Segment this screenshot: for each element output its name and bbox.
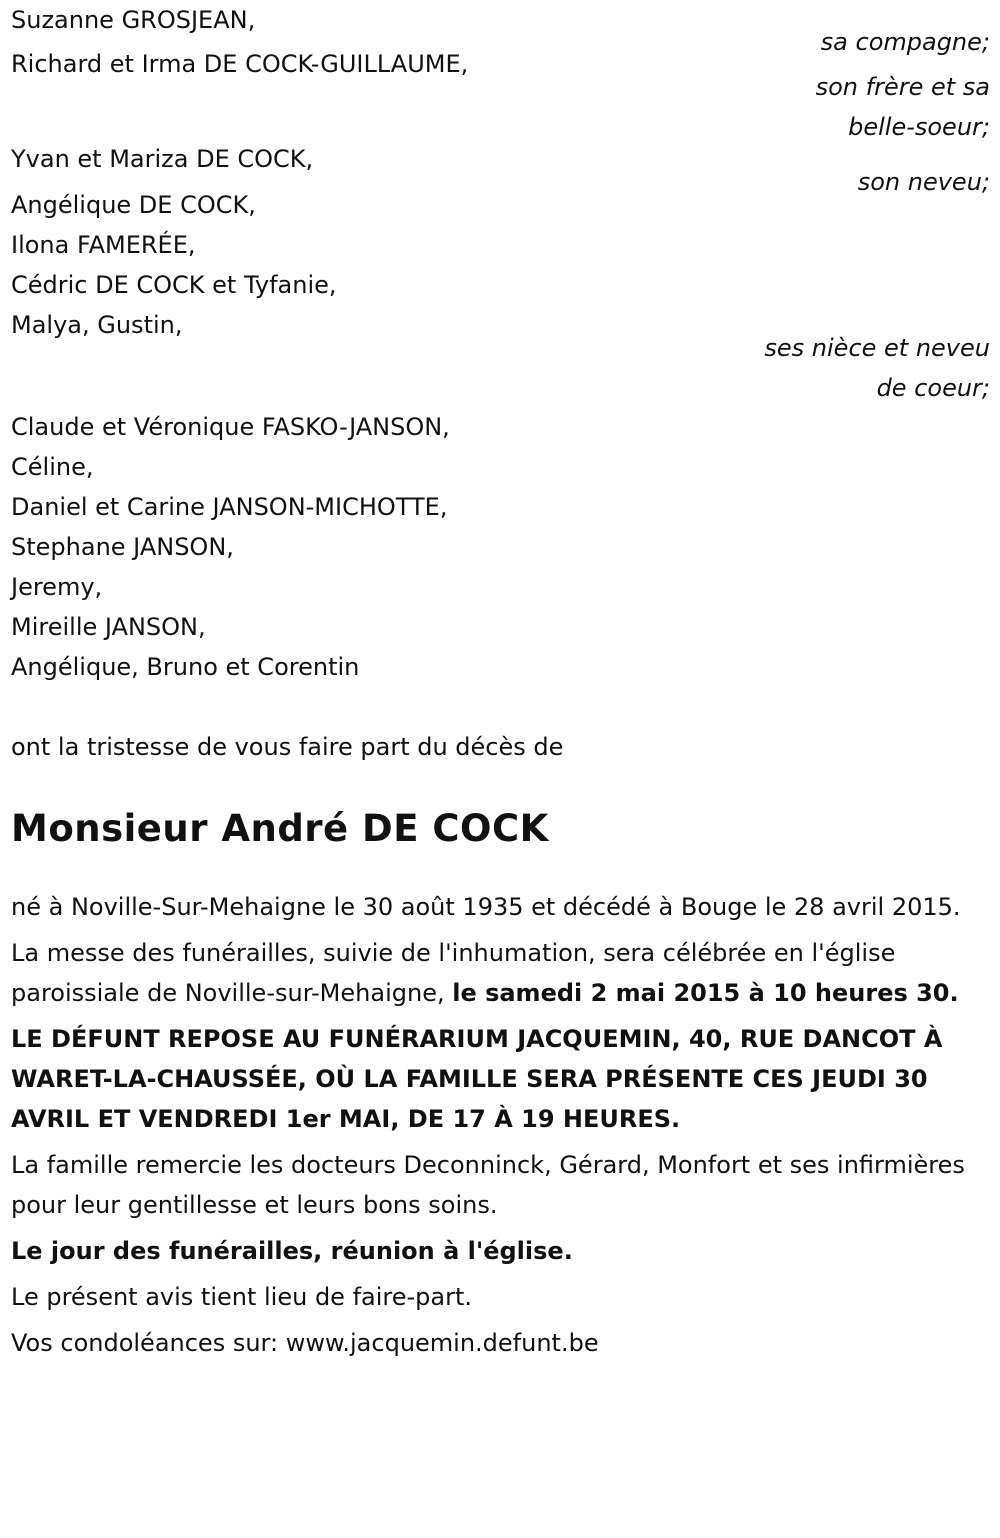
family-name-line: Angélique, Bruno et Corentin	[11, 653, 360, 681]
condolences-text: Vos condoléances sur: www.jacquemin.defunt.be	[11, 1329, 599, 1357]
family-relation: belle-soeur;	[848, 113, 990, 141]
family-relation: son frère et sa	[815, 73, 990, 101]
family-relation: son neveu;	[857, 168, 990, 196]
family-group	[11, 407, 990, 687]
mass-details: La messe des funérailles, suivie de l'inhumation, sera célébrée en l'église paroissiale de Noville-sur-Mehaigne,	[11, 939, 896, 1007]
family-name-line: Mireille JANSON,	[11, 613, 206, 641]
announcement-text: ont la tristesse de vous faire part du décès de	[11, 733, 564, 761]
funerarium-notice: LE DÉFUNT REPOSE AU FUNÉRARIUM JACQUEMIN, 40, RUE DANCOT À WARET-LA-CHAUSSÉE, OÙ LA FAMILLE SERA PRÉSENTE CES JEUDI 30 AVRIL ET VENDREDI 1er MAI, DE 17 À 19 HEURES.	[11, 1025, 943, 1133]
family-relation: sa compagne;	[820, 28, 990, 56]
deceased-name: Monsieur André DE COCK	[11, 807, 549, 850]
family-name-line: Richard et Irma DE COCK-GUILLAUME,	[11, 50, 469, 78]
family-name-line: Suzanne GROSJEAN,	[11, 6, 256, 34]
meeting-text: Le jour des funérailles, réunion à l'église.	[11, 1237, 573, 1265]
family-name-line: Daniel et Carine JANSON-MICHOTTE,	[11, 493, 448, 521]
family-name-line: Claude et Véronique FASKO-JANSON,	[11, 413, 450, 441]
family-name-line: Stephane JANSON,	[11, 533, 234, 561]
family-name-line: Malya, Gustin,	[11, 311, 183, 339]
family-relation: de coeur;	[876, 374, 990, 402]
family-name-line: Ilona FAMERÉE,	[11, 231, 196, 259]
birth-death-text: né à Noville-Sur-Mehaigne le 30 août 1935 et décédé à Bouge le 28 avril 2015.	[11, 893, 961, 921]
family-name-line: Angélique DE COCK,	[11, 191, 256, 219]
family-name-line: Céline,	[11, 453, 94, 481]
family-name-line: Cédric DE COCK et Tyfanie,	[11, 271, 337, 299]
notice-text: Le présent avis tient lieu de faire-part.	[11, 1283, 473, 1311]
thanks-text: La famille remercie les docteurs Deconninck, Gérard, Monfort et ses infirmières pour leur gentillesse et leurs bons soins.	[11, 1151, 965, 1219]
mass-datetime: le samedi 2 mai 2015 à 10 heures 30.	[452, 979, 959, 1007]
family-name-line: Yvan et Mariza DE COCK,	[11, 145, 314, 173]
family-name-line: Jeremy,	[11, 573, 103, 601]
family-relation: ses nièce et neveu	[764, 334, 990, 362]
funeral-mass-text	[11, 933, 990, 1013]
family-group	[11, 185, 990, 408]
